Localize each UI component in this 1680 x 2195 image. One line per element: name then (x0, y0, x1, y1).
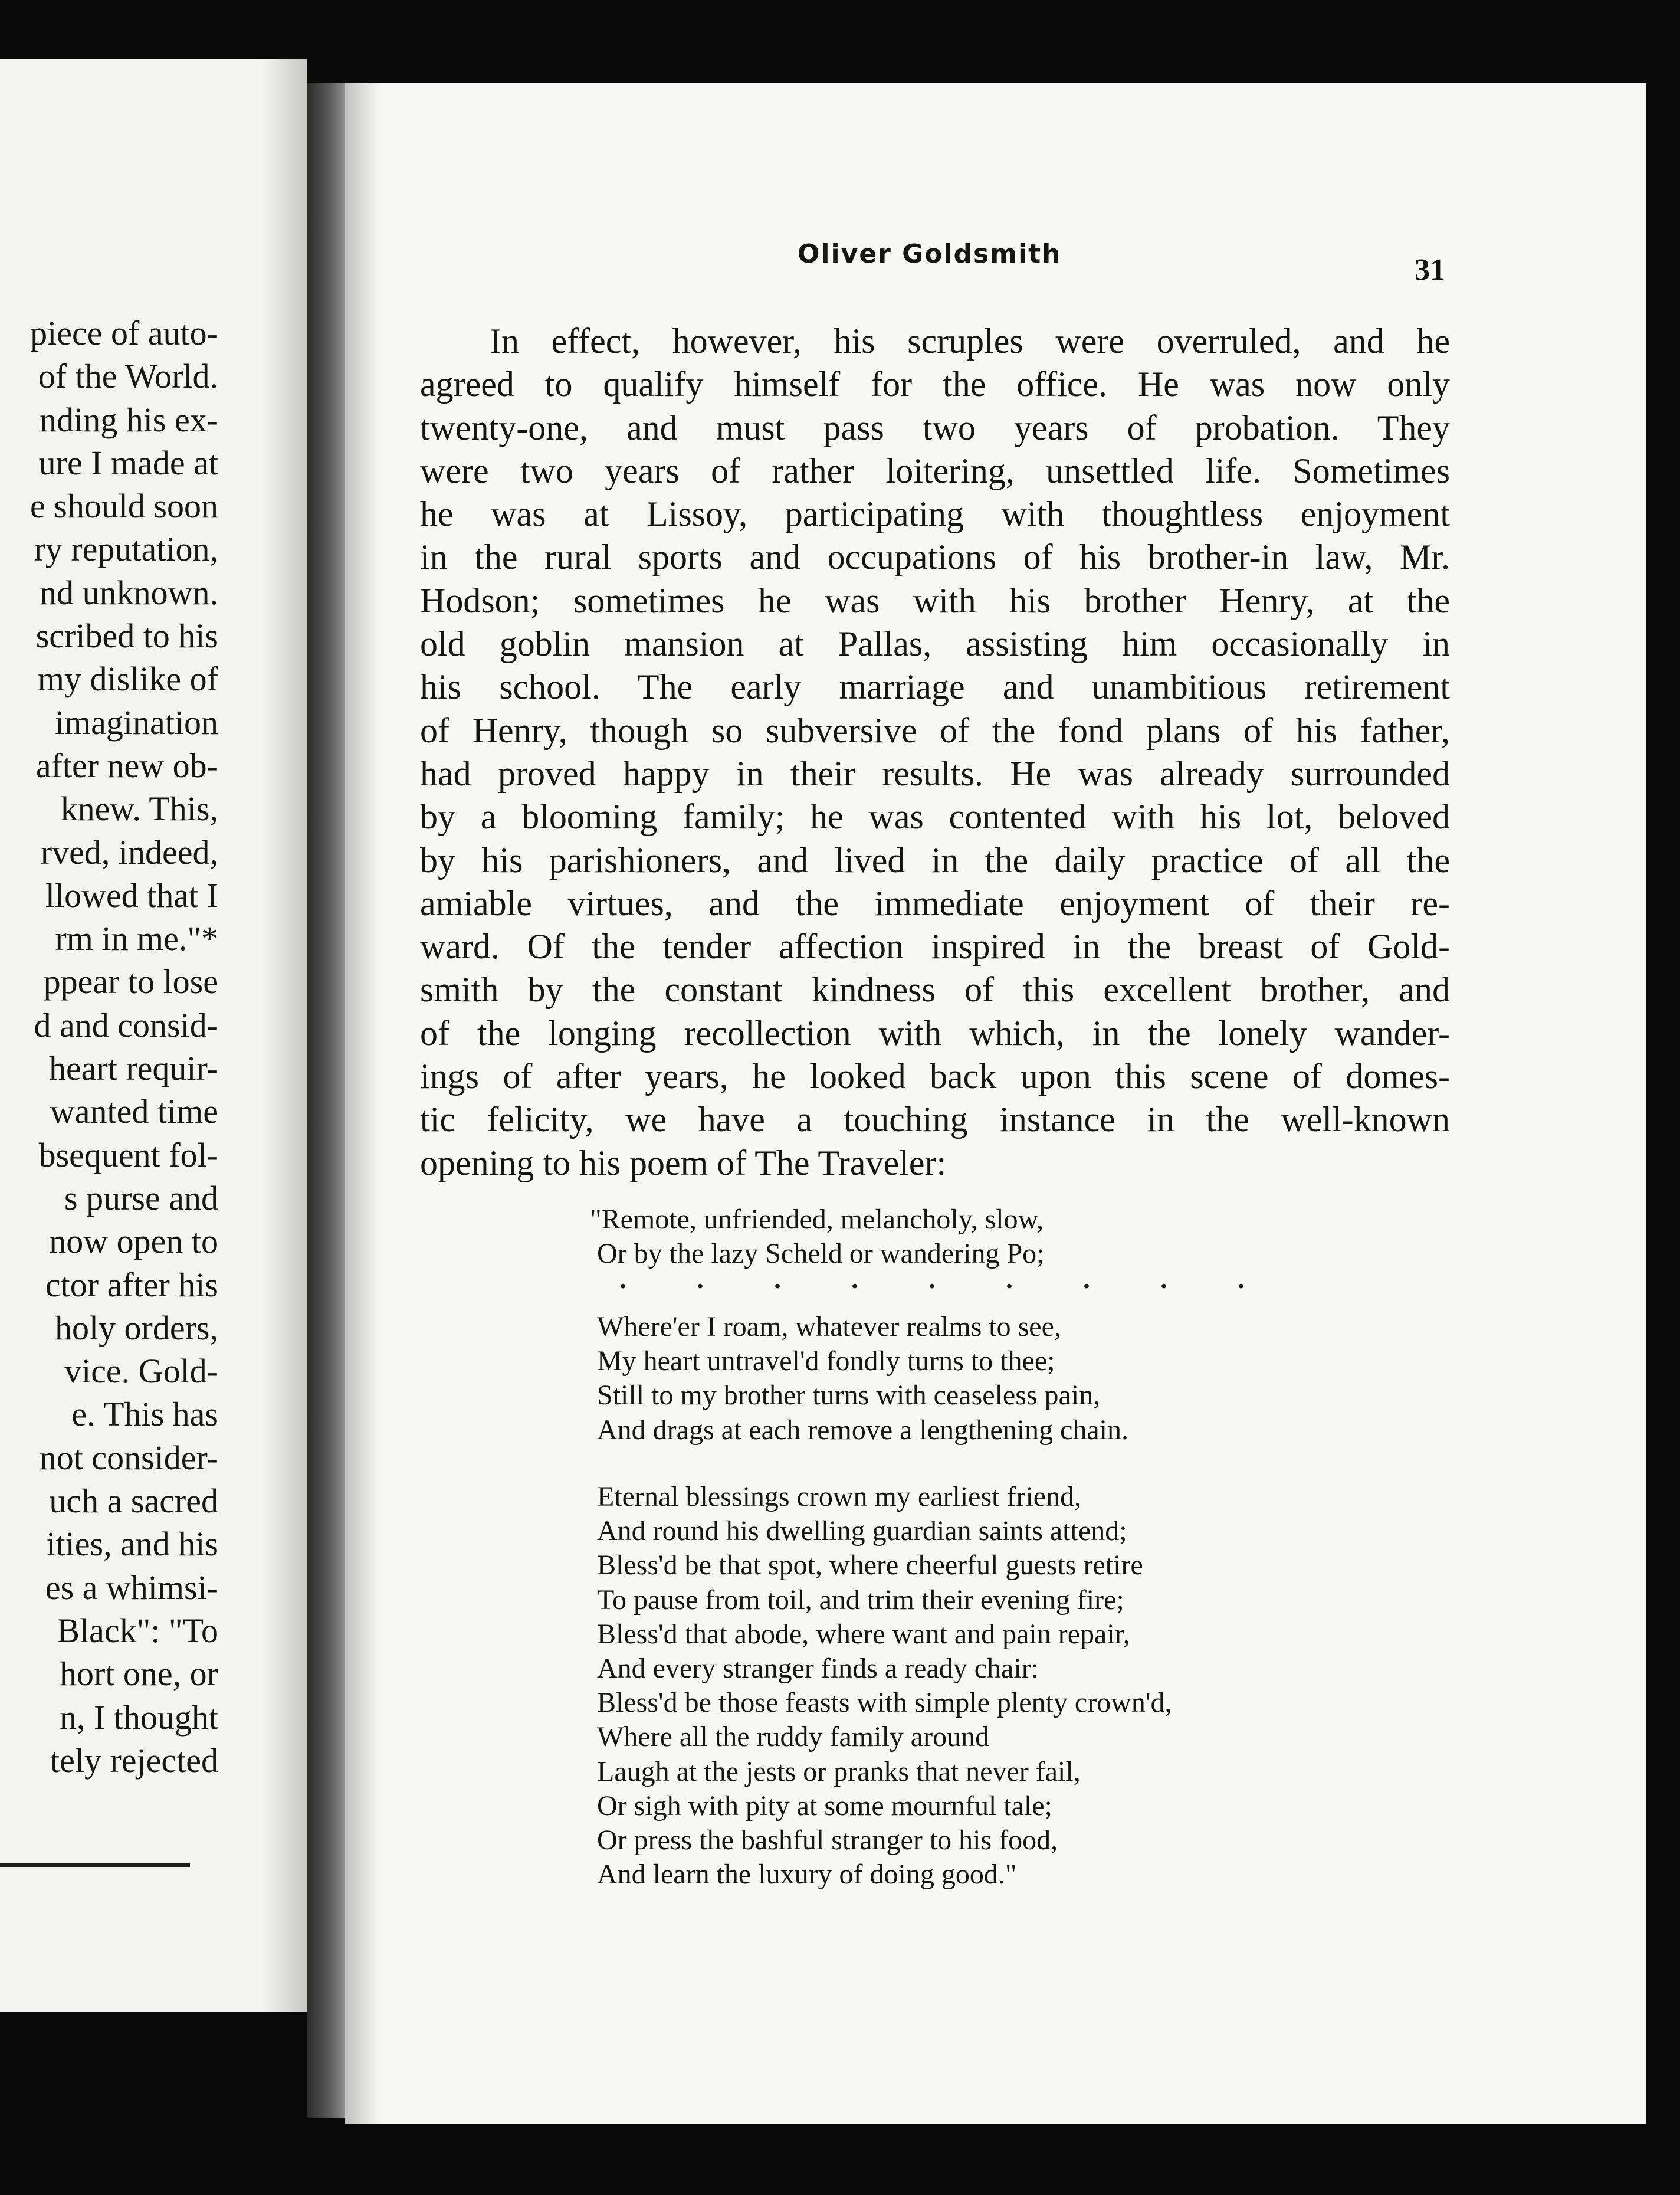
facing-line: e. This has (71, 1395, 218, 1434)
text-line: agreed to qualify himself for the office. He was now only (420, 365, 1450, 404)
facing-line: my dislike of (37, 660, 218, 699)
text-line: opening to his poem of The Traveler: (420, 1143, 947, 1182)
facing-line: wanted time (50, 1092, 218, 1131)
text-line: were two years of rather loitering, unsettled life. Sometimes (420, 451, 1450, 490)
poem-line: To pause from toil, and trim their evening fire; (597, 1584, 1124, 1616)
poem-line: And every stranger finds a ready chair: (597, 1652, 1039, 1684)
poem-line: Bless'd be that spot, where cheerful guests retire (597, 1549, 1143, 1581)
text-line: his school. The early marriage and unambitious retirement (420, 667, 1450, 707)
facing-line: ppear to lose (43, 962, 218, 1001)
text-line: by a blooming family; he was contented with his lot, beloved (420, 797, 1450, 837)
ellipsis-dot: . (1160, 1263, 1167, 1295)
text-line: of Henry, though so subversive of the fond plans of his father, (420, 710, 1450, 750)
text-line: in the rural sports and occupations of his brother-in law, Mr. (420, 538, 1450, 577)
text-line: twenty-one, and must pass two years of probation. They (420, 408, 1450, 447)
poem-line: "Remote, unfriended, melancholy, slow, (590, 1204, 1044, 1235)
poem-line: Bless'd that abode, where want and pain repair, (597, 1618, 1130, 1650)
text-line: had proved happy in their results. He was already surrounded (420, 753, 1450, 793)
text-line: tic felicity, we have a touching instance in the well-known (420, 1100, 1450, 1139)
facing-line: ctor after his (45, 1265, 218, 1304)
facing-line: nd unknown. (40, 573, 218, 612)
poem-line: Laugh at the jests or pranks that never fail, (597, 1755, 1081, 1787)
text-line: ings of after years, he looked back upon this scene of domes- (420, 1057, 1450, 1096)
ellipsis-dot: . (1238, 1263, 1245, 1295)
facing-line: n, I thought (59, 1698, 218, 1737)
facing-line: not consider- (39, 1438, 218, 1477)
body-text (420, 320, 1450, 1185)
ellipsis-dot: . (697, 1263, 704, 1295)
running-head: Oliver Goldsmith (798, 239, 1062, 269)
poem-line: And round his dwelling guardian saints attend; (597, 1515, 1127, 1547)
ellipsis-dot: . (1006, 1263, 1013, 1295)
facing-line: imagination (54, 703, 218, 742)
facing-line: ure I made at (38, 443, 218, 482)
poem-stanza-3 (597, 1480, 1172, 1892)
footnote-rule (0, 1863, 190, 1867)
facing-line: after new ob- (35, 746, 218, 785)
facing-line: tely rejected (50, 1741, 218, 1780)
facing-line: d and consid- (34, 1005, 218, 1044)
page-number: 31 (1415, 253, 1445, 287)
facing-line: scribed to his (35, 617, 218, 656)
poem-line: And learn the luxury of doing good." (597, 1859, 1017, 1891)
poem-stanza-1 (590, 1203, 1045, 1271)
poem-line: Or sigh with pity at some mournful tale; (597, 1790, 1052, 1821)
facing-line: Black": "To (57, 1611, 218, 1650)
facing-line: rved, indeed, (40, 833, 218, 872)
poem-ellipsis (619, 1263, 1245, 1295)
facing-line: heart requir- (48, 1049, 218, 1088)
facing-line: bsequent fol- (38, 1135, 218, 1174)
facing-line: llowed that I (45, 876, 218, 915)
text-line: smith by the constant kindness of this excellent brother, and (420, 970, 1450, 1010)
facing-page-shadow (262, 59, 307, 2012)
facing-line: es a whimsi- (45, 1568, 218, 1607)
ellipsis-dot: . (1083, 1263, 1090, 1295)
facing-line: knew. This, (60, 789, 218, 828)
main-page-shadow (345, 83, 380, 2124)
text-line: In effect, however, his scruples were overruled, and he (490, 322, 1450, 361)
poem-line: Or by the lazy Scheld or wandering Po; (597, 1238, 1045, 1270)
text-line: by his parishioners, and lived in the daily practice of all the (420, 840, 1450, 880)
poem-line: And drags at each remove a lengthening chain. (597, 1414, 1128, 1446)
ellipsis-dot: . (928, 1263, 936, 1295)
text-line: of the longing recollection with which, in the lonely wander- (420, 1013, 1450, 1053)
ellipsis-dot: . (851, 1263, 858, 1295)
text-line: amiable virtues, and the immediate enjoyment of their re- (420, 883, 1450, 923)
facing-line: uch a sacred (49, 1482, 218, 1521)
text-line: Hodson; sometimes he was with his brother Henry, at the (420, 581, 1450, 620)
facing-line: nding his ex- (40, 400, 218, 439)
ellipsis-dot: . (619, 1263, 626, 1295)
facing-line: hort one, or (60, 1655, 218, 1693)
poem-line: Where all the ruddy family around (597, 1721, 990, 1753)
facing-line: s purse and (64, 1178, 218, 1217)
facing-line: piece of auto- (30, 314, 218, 352)
poem-stanza-2 (597, 1310, 1128, 1447)
facing-line: now open to (49, 1222, 218, 1261)
book-gutter (307, 83, 348, 2118)
facing-line: vice. Gold- (64, 1352, 218, 1391)
facing-line: ry reputation, (34, 530, 218, 569)
poem-line: Eternal blessings crown my earliest friend, (597, 1481, 1082, 1512)
facing-line: holy orders, (54, 1308, 218, 1347)
text-line: he was at Lissoy, participating with thoughtless enjoyment (420, 494, 1450, 534)
poem-line: My heart untravel'd fondly turns to thee; (597, 1345, 1055, 1377)
facing-page-text (0, 312, 218, 1782)
text-line: old goblin mansion at Pallas, assisting him occasionally in (420, 624, 1450, 664)
facing-line: ities, and his (46, 1525, 218, 1564)
text-line: ward. Of the tender affection inspired in the breast of Gold- (420, 927, 1450, 967)
poem-line: Bless'd be those feasts with simple plenty crown'd, (597, 1687, 1172, 1719)
facing-line: rm in me."* (55, 919, 218, 958)
facing-line: e should soon (30, 487, 218, 526)
poem-line: Still to my brother turns with ceaseless pain, (597, 1380, 1101, 1411)
poem-line: Where'er I roam, whatever realms to see, (597, 1311, 1061, 1342)
facing-line: of the World. (38, 357, 218, 396)
ellipsis-dot: . (774, 1263, 781, 1295)
poem-line: Or press the bashful stranger to his food, (597, 1824, 1058, 1856)
